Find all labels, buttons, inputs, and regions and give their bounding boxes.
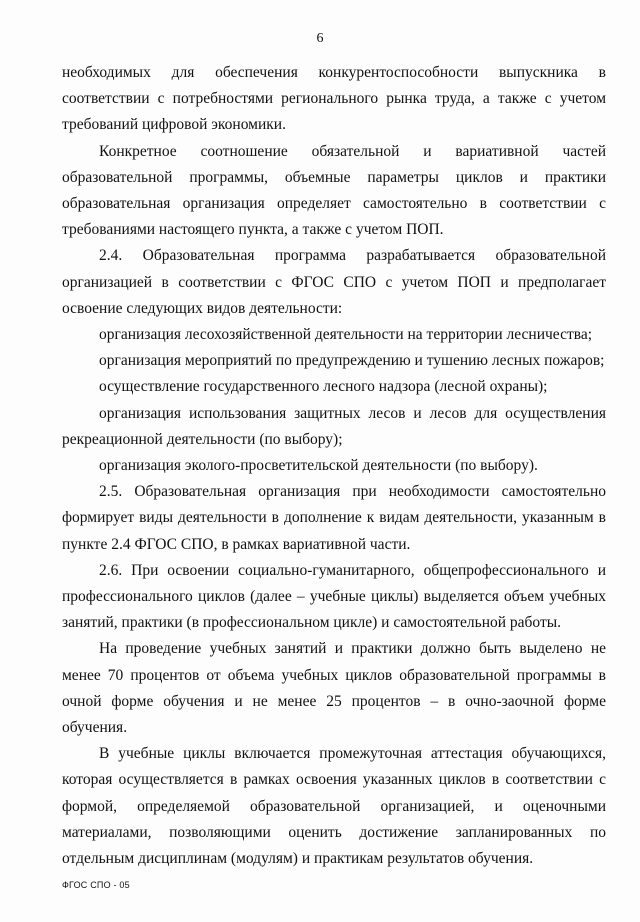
paragraph: Конкретное соотношение обязательной и вариативной частей образовательной программы, объемные параметры циклов и практики образовательная организация определяет самостоятельно в соответствии с требованиями настоящего пункта, а также с учетом ПОП.	[62, 142, 606, 239]
list-item: осуществление государственного лесного надзора (лесной охраны);	[99, 378, 548, 396]
paragraph-section-2-5: 2.5. Образовательная организация при необходимости самостоятельно формирует виды деятельности в дополнение к видам деятельности, указанным в пункте 2.4 ФГОС СПО, в рамках вариативной части.	[62, 483, 606, 553]
footer-label: ФГОС СПО - 05	[62, 880, 130, 890]
paragraph: На проведение учебных занятий и практики должно быть выделено не менее 70 процентов от объема учебных циклов образовательной программы в очной форме обучения и не менее 25 процентов – в очно-заочной форме обучения.	[62, 640, 606, 737]
list-item: организация эколого-просветительской деятельности (по выбору).	[99, 457, 538, 475]
paragraph: необходимых для обеспечения конкурентоспособности выпускника в соответствии с потребностями регионального рынка труда, а также с учетом требований цифровой экономики.	[62, 64, 606, 134]
list-item: организация мероприятий по предупреждению и тушению лесных пожаров;	[99, 352, 605, 370]
paragraph: В учебные циклы включается промежуточная аттестация обучающихся, которая осуществляется в рамках освоения указанных циклов в соответствии с формой, определяемой образовательной организацией, и оценочными материалами, позволяющими оценить достижение запланированных по отдельным дисциплинам (модулям) и практикам результатов обучения.	[62, 745, 606, 868]
paragraph-section-2-4: 2.4. Образовательная программа разрабатывается образовательной организацией в соответствии с ФГОС СПО с учетом ПОП и предполагает освоение следующих видов деятельности:	[62, 247, 606, 317]
list-item: организация использования защитных лесов и лесов для осуществления рекреационной деятельности (по выбору);	[62, 404, 606, 448]
document-body	[62, 60, 606, 872]
paragraph-section-2-6: 2.6. При освоении социально-гуманитарного, общепрофессионального и профессионального циклов (далее – учебные циклы) выделяется объем учебных занятий, практики (в профессиональном цикле) и самостоятельной работы.	[62, 561, 606, 632]
page-number: 6	[316, 31, 324, 46]
list-item: организация лесохозяйственной деятельности на территории лесничества;	[99, 326, 593, 344]
